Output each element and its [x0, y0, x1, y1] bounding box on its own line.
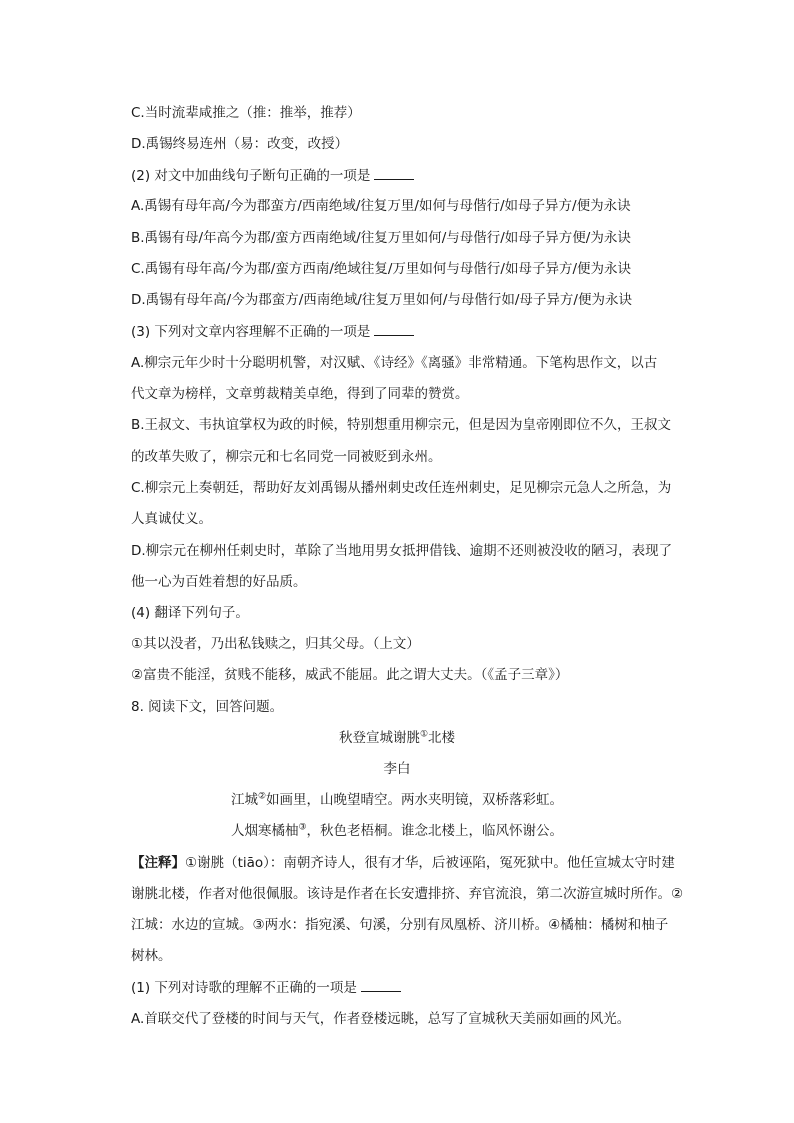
annotation-line-1 [131, 855, 691, 871]
annotation-label: 【注释】 [131, 855, 185, 871]
poem-question-1-text: (1) 下列对诗歌的理解不正确的一项是 [131, 980, 357, 996]
question-2 [131, 167, 691, 184]
poem-text: 人烟寒橘柚 [230, 823, 299, 839]
poem-title-text: 北楼 [428, 730, 456, 746]
answer-blank [374, 323, 414, 336]
footnote-marker: ① [419, 729, 429, 740]
option-d-line: D.禹锡终易连州（易：改变，改授） [131, 136, 349, 152]
q3-option-c-line1: C.柳宗元上奏朝廷，帮助好友刘禹锡从播州刺史改任连州刺史，足见柳宗元急人之所急，为 [131, 480, 672, 496]
question-4: (4) 翻译下列句子。 [131, 605, 249, 621]
answer-blank [374, 167, 414, 180]
poem-title-text: 秋登宣城谢朓 [338, 730, 420, 746]
q2-option-c: C.禹锡有母年高/今为郡/蛮方西南/绝域往复/万里如何与母偕行/如母子异方/便为永诀 [131, 261, 632, 277]
annotation-line-2: 谢朓北楼，作者对他很佩服。该诗是作者在长安遭排挤、弃官流浪，第二次游宣城时所作。② [131, 886, 684, 902]
q3-option-b-line1: B.王叔文、韦执谊掌权为政的时候，特别想重用柳宗元，但是因为皇帝刚即位不久，王叔文 [131, 417, 672, 433]
q3-option-d-line1: D.柳宗元在柳州任刺史时，革除了当地用男女抵押借钱、逾期不还则被没收的陋习，表现了 [131, 543, 673, 559]
annotation-text: ①谢朓（tiāo）：南朝齐诗人，很有才华，后被诬陷，冤死狱中。他任宣城太守时建 [185, 855, 675, 871]
option-c-line: C.当时流辈咸推之（推：推举，推荐） [131, 105, 361, 121]
annotation-line-3: 江城：水边的宣城。③两水：指宛溪、句溪，分别有凤凰桥、济川桥。④橘柚：橘树和柚子 [131, 917, 669, 933]
q3-option-a-line2: 代文章为榜样，文章剪裁精美卓绝，得到了同辈的赞赏。 [131, 386, 469, 402]
footnote-marker: ③ [298, 822, 307, 833]
poem-text: 如画里，山晚望晴空。两水夹明镜，双桥落彩虹。 [266, 792, 564, 808]
q3-option-d-line2: 他一心为百姓着想的好品质。 [131, 574, 307, 590]
poem-author: 李白 [383, 761, 411, 777]
poem-line-2 [0, 823, 794, 839]
question-8: 8. 阅读下文，回答问题。 [131, 699, 284, 715]
annotation-line-4: 树林。 [131, 948, 172, 964]
footnote-marker: ② [257, 791, 267, 802]
poem-text: ，秋色老梧桐。谁念北楼上，临风怀谢公。 [306, 823, 564, 839]
question-3 [131, 323, 691, 340]
q3-option-a-line1: A.柳宗元年少时十分聪明机警，对汉赋、《诗经》《离骚》非常精通。下笔构思作文，以古 [131, 355, 658, 371]
answer-blank [361, 979, 401, 992]
q4-sentence-1: ①其以没者，乃出私钱赎之，归其父母。（上文） [131, 636, 420, 652]
poem-text: 江城 [230, 792, 258, 808]
poem-line-1 [0, 792, 794, 808]
question-2-text: (2) 对文中加曲线句子断句正确的一项是 [131, 168, 371, 184]
poem-title [0, 730, 794, 746]
q2-option-d: D.禹锡有母年高/今为郡蛮方/西南绝域/往复万里如何/与母偕行如/母子异方/便为永诀 [131, 292, 632, 308]
q4-sentence-2: ②富贵不能淫，贫贱不能移，威武不能屈。此之谓大丈夫。（《孟子三章》） [131, 667, 569, 683]
q2-option-b: B.禹锡有母/年高今为郡/蛮方西南绝域/往复万里如何/与母偕行/如母子异方便/为永诀 [131, 230, 631, 246]
q2-option-a: A.禹锡有母年高/今为郡蛮方/西南绝域/往复万里/如何与母偕行/如母子异方/便为永诀 [131, 198, 631, 214]
q3-option-c-line2: 人真诚仗义。 [131, 511, 212, 527]
poem-question-1-option-a: A.首联交代了登楼的时间与天气，作者登楼远眺，总写了宣城秋天美丽如画的风光。 [131, 1011, 631, 1027]
q3-option-b-line2: 的改革失败了，柳宗元和七名同党一同被贬到永州。 [131, 449, 442, 465]
question-3-text: (3) 下列对文章内容理解不正确的一项是 [131, 324, 371, 340]
poem-question-1 [131, 979, 691, 996]
